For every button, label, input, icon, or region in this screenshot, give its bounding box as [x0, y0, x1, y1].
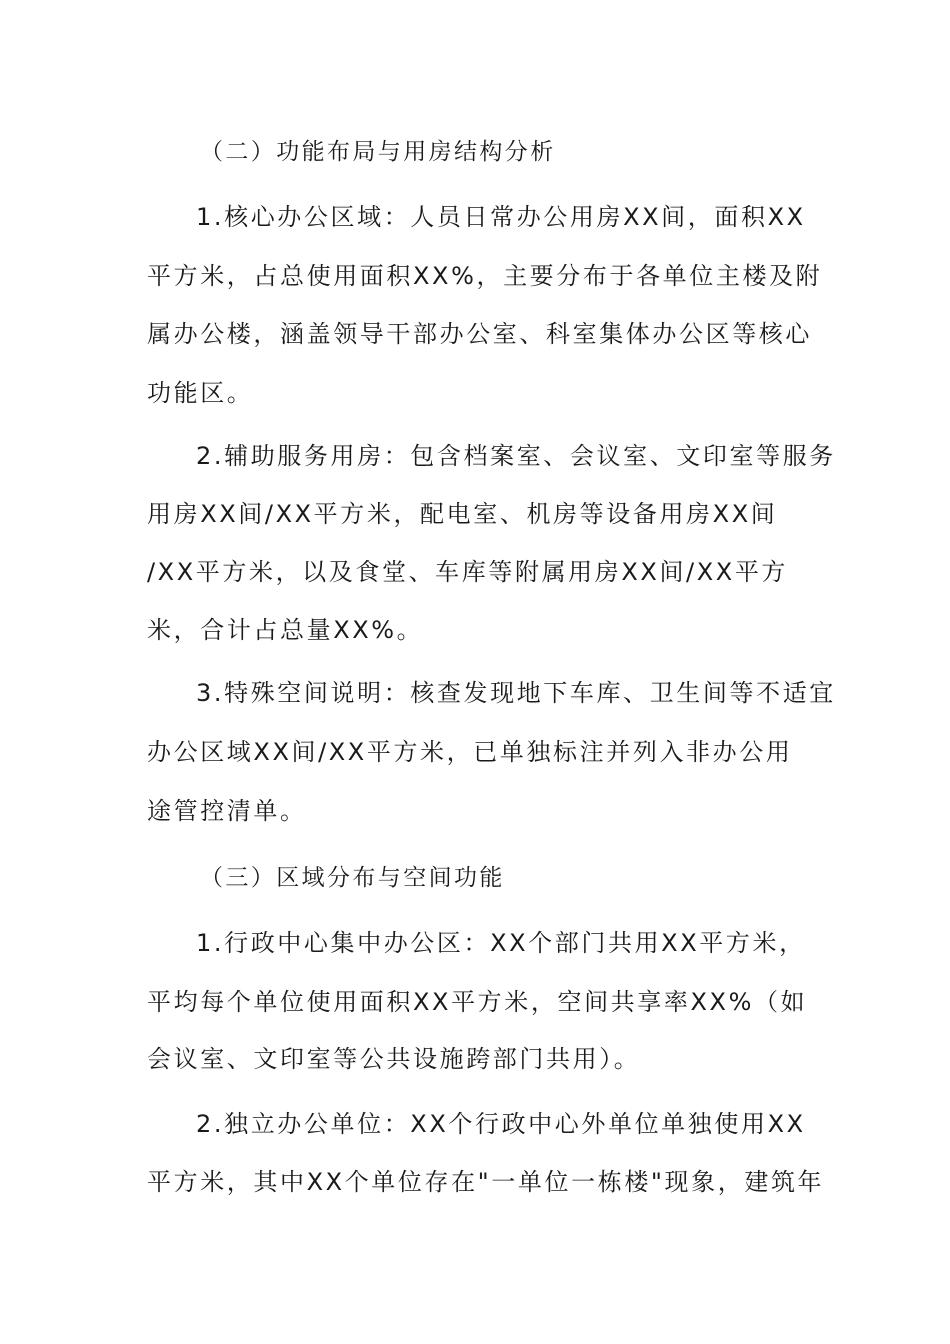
paragraph-line: 2.独立办公单位：XX个行政中心外单位单独使用XX	[196, 1110, 806, 1138]
paragraph-line: 会议室、文印室等公共设施跨部门共用）。	[147, 1045, 641, 1073]
paragraph-line: 1.核心办公区域：人员日常办公用房XX间，面积XX	[196, 203, 806, 231]
paragraph-line: /XX平方米，以及食堂、车库等附属用房XX间/XX平方	[147, 558, 789, 586]
paragraph-line: 平方米，占总使用面积XX%，主要分布于各单位主楼及附	[147, 262, 823, 290]
paragraph-line: 途管控清单。	[147, 797, 307, 825]
section-heading: （二）功能布局与用房结构分析	[200, 139, 556, 165]
paragraph-line: 平方米，其中XX个单位存在"一单位一栋楼"现象，建筑年	[147, 1168, 825, 1196]
paragraph-line: 3.特殊空间说明：核查发现地下车库、卫生间等不适宜	[196, 679, 836, 707]
paragraph-line: 办公区域XX间/XX平方米，已单独标注并列入非办公用	[147, 738, 793, 766]
paragraph-line: 平均每个单位使用面积XX平方米，空间共享率XX%（如	[147, 988, 808, 1016]
paragraph-line: 1.行政中心集中办公区：XX个部门共用XX平方米，	[196, 929, 806, 957]
paragraph-line: 属办公楼，涵盖领导干部办公室、科室集体办公区等核心	[147, 320, 812, 348]
paragraph-line: 用房XX间/XX平方米，配电室、机房等设备用房XX间	[147, 500, 778, 528]
paragraph-line: 功能区。	[147, 379, 254, 407]
paragraph-line: 2.辅助服务用房：包含档案室、会议室、文印室等服务	[196, 442, 836, 470]
paragraph-line: 米，合计占总量XX%。	[147, 616, 424, 644]
section-heading: （三）区域分布与空间功能	[200, 865, 505, 891]
